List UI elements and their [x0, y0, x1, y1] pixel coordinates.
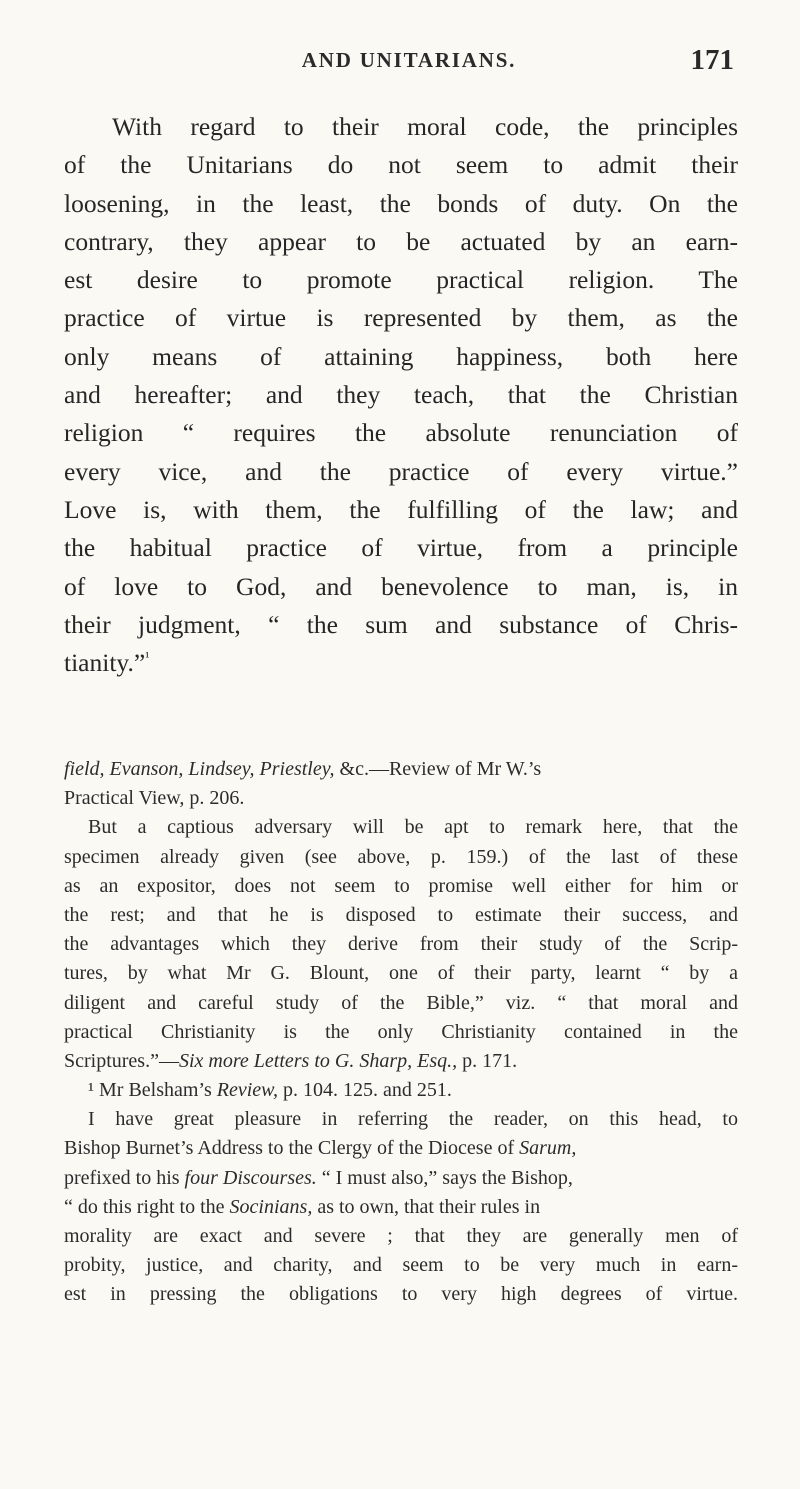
footnote-italic-title: four Discourses. — [184, 1166, 317, 1189]
footnote-text: Bishop Burnet’s Address to the Clergy of the Diocese of — [64, 1137, 520, 1160]
main-text-line: est desire to promote practical religion. The — [64, 265, 738, 295]
main-text-line: the habitual practice of virtue, from a principle — [64, 533, 738, 563]
footnote-continued-line — [64, 755, 738, 784]
footnote-italic-names: field, Evanson, Lindsey, Priestley, — [64, 758, 335, 780]
main-text-line: Love is, with them, the fulfilling of the law; and — [64, 494, 738, 524]
footnote-reference: ¹ — [145, 650, 150, 666]
footnote-line: as an expositor, does not seem to promise well either for him or — [64, 874, 738, 897]
main-text-line: only means of attaining happiness, both here — [64, 341, 738, 371]
main-text-line: and hereafter; and they teach, that the Christian — [64, 380, 738, 410]
main-text-line: religion “ requires the absolute renunciation of — [64, 418, 738, 448]
footnote-line: the advantages which they derive from their study of the Scrip- — [64, 933, 738, 956]
footnote-line — [64, 1193, 738, 1222]
footnote-text: Mr Belsham’s — [94, 1079, 217, 1102]
footnote-line: morality are exact and severe ; that they are generally men of — [64, 1225, 738, 1247]
footnote-line: practical Christianity is the only Christianity contained in the — [64, 1020, 738, 1043]
footnote-line: diligent and careful study of the Bible,” viz. “ that moral and — [64, 991, 738, 1014]
running-head-title: AND UNITARIANS. — [301, 48, 517, 72]
main-text-line: With regard to their moral code, the principles — [112, 112, 738, 141]
footnote-text: p. 104. 125. and 251. — [278, 1079, 452, 1102]
footnote-italic-title: Review, — [216, 1079, 279, 1102]
main-text-line: practice of virtue is represented by them, as the — [64, 303, 738, 333]
footnote-italic-title: Six more Letters to G. Sharp, Esq., — [178, 1049, 458, 1072]
footnote-line: est in pressing the obligations to very high degrees of virtue. — [64, 1283, 738, 1306]
main-paragraph — [64, 108, 738, 682]
footnote-citation-line — [64, 1047, 738, 1076]
footnotes — [64, 755, 738, 1310]
footnote-line — [64, 1164, 738, 1193]
footnote-text: &c.—Review of Mr W.’s — [334, 758, 542, 780]
main-text-line: loosening, in the least, the bonds of duty. On the — [64, 188, 738, 218]
footnote-line: specimen already given (see above, p. 159.) of the last of these — [64, 845, 738, 868]
page-number: 171 — [690, 44, 734, 76]
footnote-1-line — [64, 1076, 738, 1105]
running-head — [64, 46, 736, 86]
footnote-line — [64, 1134, 738, 1163]
footnote-marker: ¹ — [88, 1079, 94, 1102]
main-text-last-line — [64, 644, 738, 682]
footnote-text: p. 171. — [457, 1049, 518, 1072]
main-text-line: of love to God, and benevolence to man, is, in — [64, 571, 738, 601]
footnote-italic-word: Socinians, — [229, 1195, 313, 1218]
footnote-text: as to own, that their rules in — [312, 1195, 541, 1218]
main-text-line: tianity.” — [64, 648, 146, 678]
footnote-line: the rest; and that he is disposed to estimate their success, and — [64, 903, 738, 926]
footnote-line: Practical View, p. 206. — [64, 787, 245, 810]
footnote-text: Scriptures.”— — [64, 1049, 179, 1072]
footnote-text: “ I must also,” says the Bishop, — [316, 1166, 573, 1189]
footnote-text: prefixed to his — [64, 1166, 185, 1189]
footnote-line: But a captious adversary will be apt to remark here, that the — [88, 816, 738, 839]
footnote-line: I have great pleasure in referring the reader, on this head, to — [88, 1108, 738, 1131]
footnote-line: probity, justice, and charity, and seem to be very much in earn- — [64, 1254, 738, 1277]
footnote-text: “ do this right to the — [64, 1195, 230, 1218]
footnote-line: tures, by what Mr G. Blount, one of their party, learnt “ by a — [64, 962, 738, 985]
main-text-line: every vice, and the practice of every virtue.” — [64, 456, 738, 486]
main-text-line: of the Unitarians do not seem to admit their — [64, 150, 738, 180]
footnote-italic-word: Sarum, — [519, 1137, 577, 1160]
main-text-line: their judgment, “ the sum and substance of Chris- — [64, 609, 738, 639]
main-text-line: contrary, they appear to be actuated by an earn- — [64, 226, 738, 256]
